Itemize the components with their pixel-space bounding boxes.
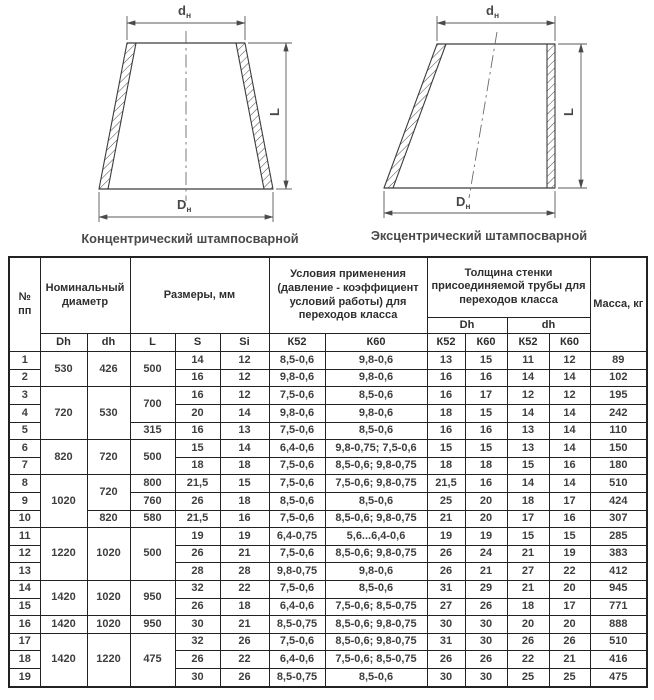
cell: 32 [175,633,220,651]
cell: 14 [507,369,549,387]
cell: 20 [507,616,549,634]
cell: 18 [507,598,549,616]
cell: 12 [549,352,590,370]
cell: 12 [9,545,40,563]
cell: 720 [87,475,130,510]
subheader-K52: К52 [507,334,549,352]
cell: 26 [175,493,220,511]
table-row [9,616,647,634]
cell: 8 [9,475,40,493]
cell: 21,5 [175,475,220,493]
concentric-diagram [81,3,298,246]
cell: 580 [130,510,175,528]
table-row [9,387,647,405]
cell: 14 [549,369,590,387]
cell: 8,5-0,75 [269,616,325,634]
cell: 7,5-0,6 [269,545,325,563]
cell: 15 [427,440,465,458]
cell: 21 [465,563,507,581]
cell: 8,5-0,6; 9,8-0,75 [325,510,427,528]
cell: 500 [130,352,175,387]
table-header [9,257,647,352]
table-row [9,352,647,370]
cell: 8,5-0,6; 9,8-0,75 [325,633,427,651]
subheader-S: S [175,334,220,352]
cell: 9 [9,493,40,511]
cell: 26 [427,651,465,669]
cell: 30 [465,668,507,687]
cell: 242 [590,405,647,423]
cell: 820 [40,440,87,475]
cell: 8,5-0,6 [269,352,325,370]
cell: 7,5-0,6; 9,8-0,75 [325,475,427,493]
cell: 110 [590,422,647,440]
cell: 16 [175,369,220,387]
cell: 102 [590,369,647,387]
cell: 26 [427,563,465,581]
cell: 800 [130,475,175,493]
header-conditions: Условия применения (давление - коэффициент условий работы) для переходов класса [269,257,427,334]
centerline [469,32,497,198]
cell: 16 [9,616,40,634]
table-body [9,352,647,687]
cell: 16 [465,475,507,493]
cell: 26 [175,651,220,669]
cell: 18 [465,457,507,475]
cell: 950 [130,616,175,634]
cell: 510 [590,475,647,493]
cell: 20 [549,616,590,634]
cell: 9,8-0,6 [325,369,427,387]
cell: 416 [590,651,647,669]
cell: 16 [220,510,269,528]
cell: 6,4-0,6 [269,440,325,458]
cell: 14 [220,405,269,423]
table-row [9,633,647,651]
cell: 8,5-0,6; 9,8-0,75 [325,616,427,634]
cell: 8,5-0,6; 9,8-0,75 [325,545,427,563]
cell: 22 [549,563,590,581]
cell: 20 [175,405,220,423]
cell: 21,5 [427,475,465,493]
cell: 7,5-0,6 [269,422,325,440]
subheader-dh: dh [87,334,130,352]
cell: 9,8-0,6 [269,405,325,423]
cell: 11 [9,528,40,546]
cell: 720 [87,440,130,475]
cell: 26 [549,633,590,651]
cell: 820 [87,510,130,528]
cell: 21 [427,510,465,528]
cell: 307 [590,510,647,528]
table-row [9,475,647,493]
cell: 700 [130,387,175,422]
cell: 3 [9,387,40,405]
cell: 8,5-0,6 [325,580,427,598]
cell: 18 [427,405,465,423]
cell: 17 [507,510,549,528]
dim-label-Dn: $D_н$ [177,197,192,214]
table-row [9,510,647,528]
cell: 17 [9,633,40,651]
header-nominal-diameter: Номинальный диаметр [40,257,130,334]
cell: 22 [220,580,269,598]
cell: 7 [9,457,40,475]
reducer-spec-table [8,256,648,688]
cell: 510 [590,633,647,651]
cell: 6,4-0,6 [269,598,325,616]
cell: 19 [220,528,269,546]
cell: 7,5-0,6 [269,475,325,493]
reducer-diagrams [0,0,654,252]
cell: 8,5-0,6 [325,668,427,687]
subheader-K60: К60 [465,334,507,352]
subheader-dh-group: dh [507,317,590,334]
cell: 14 [220,440,269,458]
cell: 22 [220,651,269,669]
cell: 9,8-0,6 [325,405,427,423]
cell: 18 [9,651,40,669]
cell: 14 [507,475,549,493]
cell: 8,5-0,6; 9,8-0,75 [325,457,427,475]
cell: 1020 [40,475,87,528]
cell: 12 [507,387,549,405]
subheader-K52: К52 [427,334,465,352]
cell: 30 [427,616,465,634]
table-row [9,580,647,598]
cell: 21 [220,545,269,563]
cell: 5 [9,422,40,440]
cell: 32 [175,580,220,598]
cell: 24 [465,545,507,563]
cell: 15 [507,528,549,546]
cell: 13 [427,352,465,370]
cell: 27 [507,563,549,581]
cell: 8,5-0,6 [325,422,427,440]
cell: 26 [175,545,220,563]
cell: 17 [465,387,507,405]
cell: 15 [9,598,40,616]
cell: 26 [507,633,549,651]
cell: 22 [507,651,549,669]
cell: 21 [549,651,590,669]
right-wall-hatched [547,44,555,188]
subheader-L: L [130,334,175,352]
cell: 20 [549,580,590,598]
cell: 500 [130,528,175,581]
cell: 26 [427,545,465,563]
cell: 530 [40,352,87,387]
cell: 7,5-0,6 [269,510,325,528]
cell: 13 [507,440,549,458]
cell: 13 [220,422,269,440]
cell: 412 [590,563,647,581]
cell: 26 [220,668,269,687]
cell: 14 [549,475,590,493]
cell: 6,4-0,75 [269,528,325,546]
cell: 16 [427,387,465,405]
cell: 19 [465,528,507,546]
header-sizes: Размеры, мм [130,257,269,334]
eccentric-diagram [371,3,587,243]
cell: 19 [549,545,590,563]
cell: 8,5-0,6 [325,493,427,511]
dim-label-dn: $d_н$ [486,3,500,20]
left-wall-hatched [99,43,136,189]
cell: 31 [427,580,465,598]
cell: 16 [175,422,220,440]
dim-label-l: L [267,108,282,116]
cell: 10 [9,510,40,528]
subheader-K52: К52 [269,334,325,352]
subheader-K60: К60 [549,334,590,352]
cell: 14 [9,580,40,598]
header-num: № пп [9,257,40,352]
cell: 11 [507,352,549,370]
cell: 1220 [87,633,130,687]
subheader-K60: К60 [325,334,427,352]
cell: 17 [549,493,590,511]
cell: 15 [465,440,507,458]
cell: 9,8-0,75 [269,563,325,581]
cell: 720 [40,387,87,440]
cell: 29 [465,580,507,598]
cell: 16 [549,457,590,475]
cell: 26 [465,651,507,669]
cell: 19 [175,528,220,546]
header-mass: Масса, кг [590,257,647,352]
cell: 315 [130,422,175,440]
cell: 25 [507,668,549,687]
cell: 14 [549,440,590,458]
cell: 12 [220,369,269,387]
cell: 530 [87,387,130,440]
cell: 21 [507,580,549,598]
cell: 25 [549,668,590,687]
cell: 383 [590,545,647,563]
cell: 30 [175,668,220,687]
cell: 15 [220,475,269,493]
cell: 28 [175,563,220,581]
cell: 475 [130,633,175,687]
cell: 16 [175,387,220,405]
cell: 945 [590,580,647,598]
concentric-caption: Концентрический штампосварной [81,231,299,246]
cell: 424 [590,493,647,511]
cell: 771 [590,598,647,616]
cell: 25 [427,493,465,511]
cell: 7,5-0,6 [269,580,325,598]
cell: 760 [130,493,175,511]
cell: 15 [175,440,220,458]
cell: 18 [220,457,269,475]
table-row [9,528,647,546]
cell: 19 [9,668,40,687]
cell: 14 [549,422,590,440]
cell: 12 [549,387,590,405]
cell: 15 [507,457,549,475]
cell: 1420 [40,633,87,687]
cell: 8,5-0,6 [325,387,427,405]
cell: 16 [427,422,465,440]
cell: 7,5-0,6 [269,387,325,405]
left-wall-hatched [384,44,446,188]
cell: 2 [9,369,40,387]
cell: 1 [9,352,40,370]
cell: 16 [549,510,590,528]
cell: 16 [465,422,507,440]
cell: 1020 [87,580,130,615]
cell: 16 [427,369,465,387]
cell: 26 [465,598,507,616]
cell: 9,8-0,6 [269,369,325,387]
cell: 1420 [40,580,87,615]
table-row [9,440,647,458]
cell: 1020 [87,528,130,581]
cell: 18 [427,457,465,475]
cell: 20 [465,510,507,528]
cell: 1220 [40,528,87,581]
cell: 9,8-0,75; 7,5-0,6 [325,440,427,458]
cell: 18 [220,598,269,616]
dim-label-dn: $d_н$ [178,3,192,20]
cell: 426 [87,352,130,387]
cell: 7,5-0,6; 8,5-0,75 [325,598,427,616]
cell: 6 [9,440,40,458]
cell: 7,5-0,6 [269,457,325,475]
cell: 30 [465,633,507,651]
subheader-Dh: Dh [40,334,87,352]
cell: 1420 [40,616,87,634]
cell: 13 [9,563,40,581]
cell: 12 [220,387,269,405]
cell: 19 [427,528,465,546]
cell: 30 [465,616,507,634]
cell: 150 [590,440,647,458]
cell: 30 [175,616,220,634]
cell: 21,5 [175,510,220,528]
cell: 18 [175,457,220,475]
cell: 7,5-0,6 [269,633,325,651]
cell: 30 [427,668,465,687]
cell: 475 [590,668,647,687]
cell: 20 [465,493,507,511]
cell: 14 [549,405,590,423]
cell: 9,8-0,6 [325,352,427,370]
cell: 14 [507,405,549,423]
cell: 1020 [87,616,130,634]
cell: 180 [590,457,647,475]
cell: 8,5-0,6 [269,493,325,511]
cell: 28 [220,563,269,581]
cell: 12 [220,352,269,370]
cell: 13 [507,422,549,440]
dim-label-Dn: $D_н$ [456,194,471,211]
cell: 6,4-0,6 [269,651,325,669]
cell: 16 [465,369,507,387]
cell: 195 [590,387,647,405]
subheader-Dh-group: Dh [427,317,507,334]
cell: 15 [465,405,507,423]
cell: 950 [130,580,175,615]
cell: 21 [220,616,269,634]
cell: 31 [427,633,465,651]
dim-label-l: L [561,108,576,116]
cell: 26 [175,598,220,616]
cell: 15 [465,352,507,370]
eccentric-caption: Эксцентрический штампосварной [370,228,588,243]
cell: 27 [427,598,465,616]
header-wall-thickness: Толщина стенки присоединяемой трубы для переходов класса [427,257,590,317]
cell: 18 [220,493,269,511]
cell: 285 [590,528,647,546]
cell: 9,8-0,6 [325,563,427,581]
cell: 888 [590,616,647,634]
cell: 17 [549,598,590,616]
cell: 5,6...6,4-0,6 [325,528,427,546]
cell: 89 [590,352,647,370]
cell: 14 [175,352,220,370]
cell: 500 [130,440,175,475]
cell: 26 [220,633,269,651]
cell: 15 [549,528,590,546]
cell: 18 [507,493,549,511]
cell: 4 [9,405,40,423]
cell: 8,5-0,75 [269,668,325,687]
cell: 21 [507,545,549,563]
subheader-Si: Si [220,334,269,352]
cell: 7,5-0,6; 8,5-0,75 [325,651,427,669]
